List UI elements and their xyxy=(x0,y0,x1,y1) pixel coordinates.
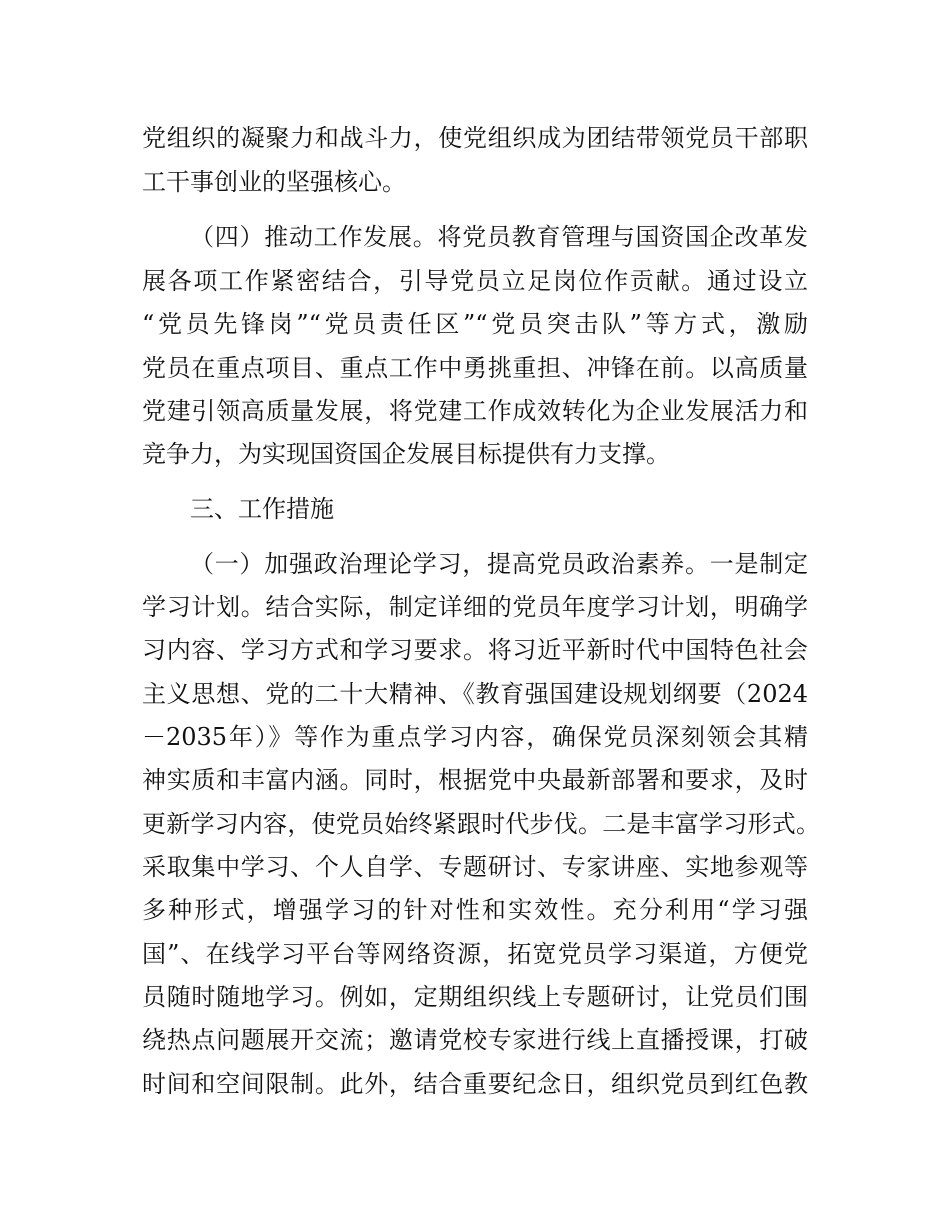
paragraph-line: 学习计划。结合实际，制定详细的党员年度学习计划，明确学 xyxy=(142,593,808,621)
paragraph-line: “党员先锋岗”“党员责任区”“党员突击队”等方式，激励 xyxy=(142,310,808,338)
paragraph-line: 员随时随地学习。例如，定期组织线上专题研讨，让党员们围 xyxy=(142,983,808,1011)
paragraph-line: 竞争力，为实现国资国企发展目标提供有力支撑。 xyxy=(142,440,670,468)
paragraph-line: 采取集中学习、个人自学、专题研讨、专家讲座、实地参观等 xyxy=(142,853,808,881)
paragraph-line: 展各项工作紧密结合，引导党员立足岗位作贡献。通过设立 xyxy=(142,267,808,295)
paragraph-line: 党员在重点项目、重点工作中勇挑重担、冲锋在前。以高质量 xyxy=(142,354,808,382)
paragraph-line: 多种形式，增强学习的针对性和实效性。充分利用“学习强 xyxy=(142,896,808,924)
paragraph-line: 习内容、学习方式和学习要求。将习近平新时代中国特色社会 xyxy=(142,636,808,664)
paragraph-line: 国”、在线学习平台等网络资源，拓宽党员学习渠道，方便党 xyxy=(142,940,808,968)
paragraph-line: 党建引领高质量发展，将党建工作成效转化为企业发展活力和 xyxy=(142,397,808,425)
section-heading-line: （一）加强政治理论学习，提高党员政治素养。一是制定 xyxy=(190,550,808,578)
paragraph-line: 主义思想、党的二十大精神、《教育强国建设规划纲要（2024 xyxy=(142,680,808,708)
paragraph-line: 工干事创业的坚强核心。 xyxy=(142,168,406,196)
paragraph-line: －2035年）》等作为重点学习内容，确保党员深刻领会其精 xyxy=(142,723,808,751)
paragraph-line: 更新学习内容，使党员始终紧跟时代步伐。二是丰富学习形式。 xyxy=(142,810,820,838)
paragraph-line: 党组织的凝聚力和战斗力，使党组织成为团结带领党员干部职 xyxy=(142,124,808,152)
paragraph-line: 时间和空间限制。此外，结合重要纪念日，组织党员到红色教 xyxy=(142,1070,808,1098)
section-heading-line: （四）推动工作发展。将党员教育管理与国资国企改革发 xyxy=(190,223,808,251)
paragraph-line: 神实质和丰富内涵。同时，根据党中央最新部署和要求，及时 xyxy=(142,766,808,794)
paragraph-line: 绕热点问题展开交流；邀请党校专家进行线上直播授课，打破 xyxy=(142,1026,808,1054)
chapter-heading: 三、工作措施 xyxy=(190,495,334,523)
